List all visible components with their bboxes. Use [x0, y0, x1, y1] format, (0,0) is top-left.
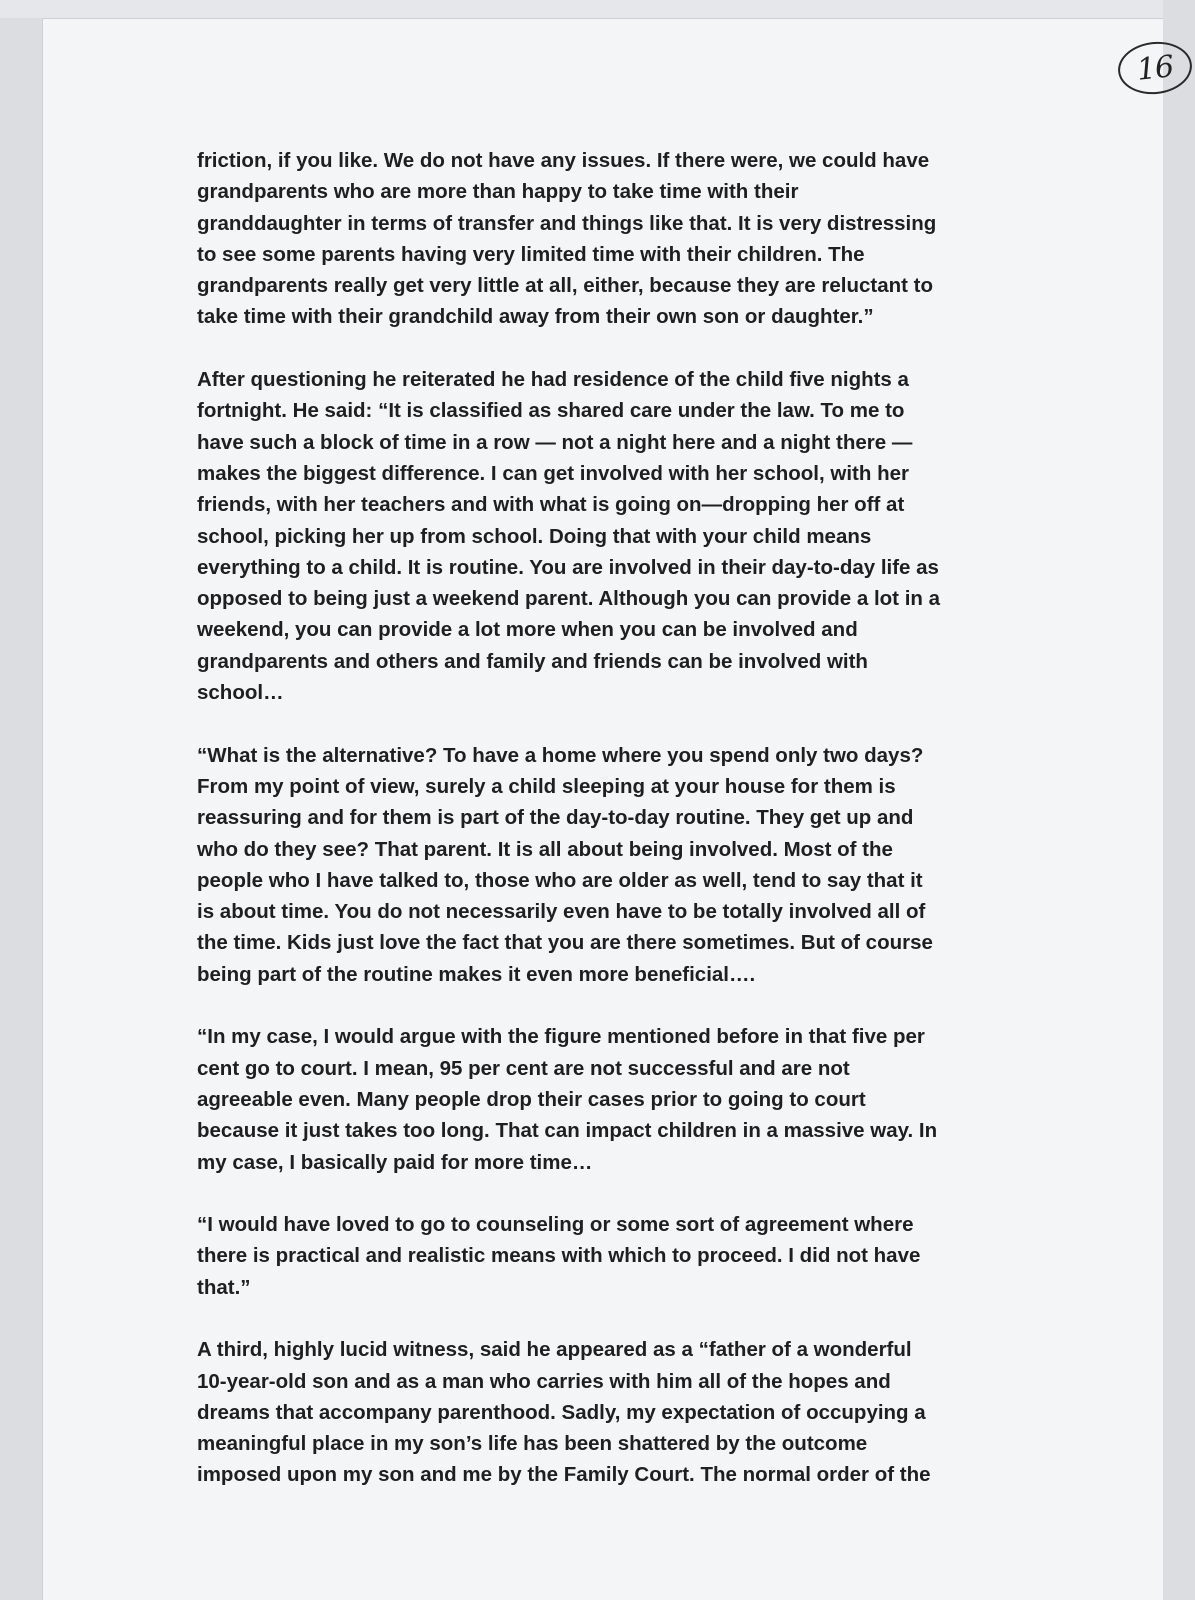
text-line: 10-year-old son and as a man who carries with him all of the hopes and: [197, 1369, 891, 1393]
text-line: grandparents and others and family and friends can be involved with: [197, 649, 868, 673]
text-line: who do they see? That parent. It is all about being involved. Most of the: [197, 837, 893, 861]
paragraph: [197, 364, 1037, 708]
text-line: weekend, you can provide a lot more when you can be involved and: [197, 618, 858, 642]
paragraph: [197, 1334, 1037, 1490]
text-line: school, picking her up from school. Doing that with your child means: [197, 524, 872, 548]
text-line: being part of the routine makes it even more beneficial….: [197, 962, 756, 986]
scan-border: [0, 0, 1163, 18]
text-line: From my point of view, surely a child sleeping at your house for them is: [197, 774, 896, 798]
text-line: “I would have loved to go to counseling or some sort of agreement where: [197, 1213, 914, 1237]
text-line: school…: [197, 681, 284, 705]
text-line: fortnight. He said: “It is classified as shared care under the law. To me to: [197, 399, 905, 423]
paragraph: [197, 740, 1037, 990]
text-line: agreeable even. Many people drop their cases prior to going to court: [197, 1087, 866, 1111]
text-line: granddaughter in terms of transfer and things like that. It is very distressing: [197, 211, 937, 235]
text-line: the time. Kids just love the fact that you are there sometimes. But of course: [197, 931, 933, 955]
text-line: have such a block of time in a row — not a night here and a night there —: [197, 430, 913, 454]
text-line: because it just takes too long. That can impact children in a massive way. In: [197, 1119, 938, 1143]
paragraph: [197, 1209, 1037, 1303]
text-line: cent go to court. I mean, 95 per cent are not successful and are not: [197, 1056, 850, 1080]
text-line: “In my case, I would argue with the figure mentioned before in that five per: [197, 1025, 925, 1049]
text-line: meaningful place in my son’s life has been shattered by the outcome: [197, 1432, 868, 1456]
text-line: imposed upon my son and me by the Family Court. The normal order of the: [197, 1463, 931, 1487]
text-line: that.”: [197, 1275, 251, 1299]
text-line: everything to a child. It is routine. You are involved in their day-to-day life as: [197, 555, 939, 579]
paragraph: [197, 145, 1037, 333]
text-line: my case, I basically paid for more time…: [197, 1150, 593, 1174]
text-line: “What is the alternative? To have a home where you spend only two days?: [197, 743, 924, 767]
text-line: dreams that accompany parenthood. Sadly, my expectation of occupying a: [197, 1400, 926, 1424]
text-line: people who I have talked to, those who are older as well, tend to say that it: [197, 868, 923, 892]
text-line: opposed to being just a weekend parent. Although you can provide a lot in a: [197, 587, 941, 611]
text-line: After questioning he reiterated he had residence of the child five nights a: [197, 368, 909, 392]
text-line: there is practical and realistic means with which to proceed. I did not have: [197, 1244, 921, 1268]
paragraph: [197, 1021, 1037, 1177]
document-body: [197, 145, 1037, 1522]
text-line: A third, highly lucid witness, said he appeared as a “father of a wonderful: [197, 1338, 912, 1362]
text-line: to see some parents having very limited time with their children. The: [197, 242, 865, 266]
text-line: grandparents really get very little at all, either, because they are reluctant to: [197, 274, 933, 298]
text-line: makes the biggest difference. I can get involved with her school, with her: [197, 461, 909, 485]
text-line: reassuring and for them is part of the day-to-day routine. They get up and: [197, 806, 914, 830]
text-line: grandparents who are more than happy to take time with their: [197, 180, 799, 204]
text-line: is about time. You do not necessarily even have to be totally involved all of: [197, 900, 926, 924]
text-line: friends, with her teachers and with what is going on—dropping her off at: [197, 493, 905, 517]
text-line: friction, if you like. We do not have any issues. If there were, we could have: [197, 149, 930, 172]
text-line: take time with their grandchild away from their own son or daughter.”: [197, 305, 874, 329]
handwritten-page-number: 16: [1115, 38, 1194, 97]
